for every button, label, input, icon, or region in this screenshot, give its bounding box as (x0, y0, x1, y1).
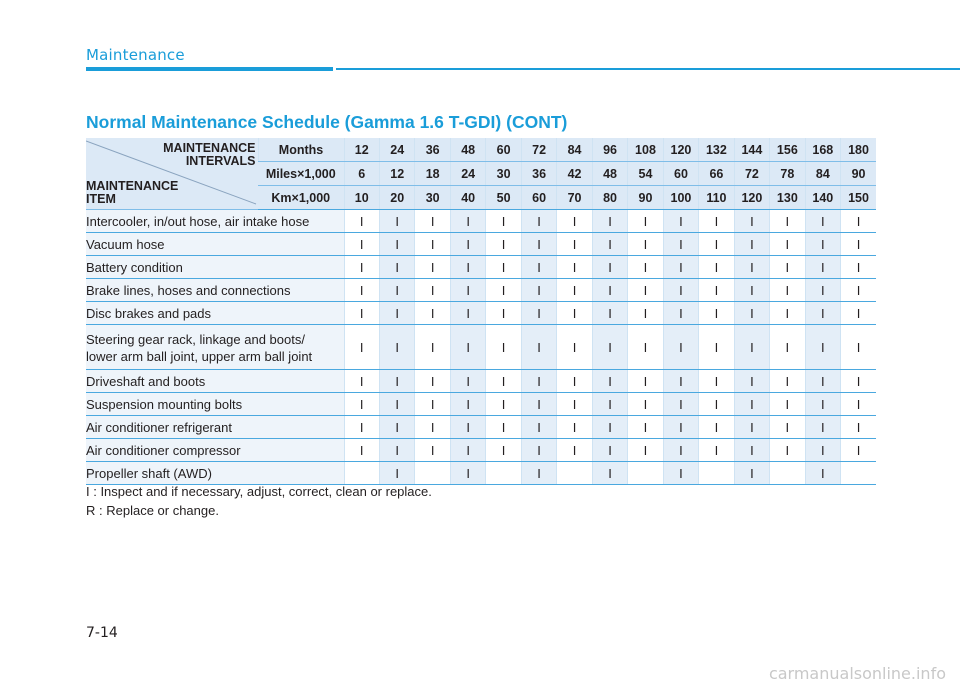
schedule-mark: I (592, 462, 627, 485)
schedule-mark: I (805, 393, 840, 416)
interval-value: 150 (841, 186, 876, 210)
table-row (86, 416, 876, 439)
interval-value: 96 (592, 138, 627, 162)
schedule-mark: I (770, 233, 805, 256)
schedule-mark: I (521, 233, 556, 256)
interval-value: 132 (699, 138, 734, 162)
schedule-mark (415, 462, 450, 485)
table-row (86, 462, 876, 485)
interval-value: 90 (841, 162, 876, 186)
schedule-mark: I (592, 416, 627, 439)
interval-value: 140 (805, 186, 840, 210)
schedule-mark: I (699, 279, 734, 302)
schedule-mark: I (344, 256, 379, 279)
maintenance-item: Battery condition (86, 256, 344, 279)
schedule-mark: I (805, 256, 840, 279)
schedule-mark: I (379, 210, 414, 233)
table-row (86, 279, 876, 302)
schedule-mark: I (628, 233, 663, 256)
interval-value: 80 (592, 186, 627, 210)
schedule-mark: I (699, 325, 734, 370)
schedule-mark: I (592, 439, 627, 462)
schedule-mark: I (557, 233, 592, 256)
table-row (86, 393, 876, 416)
interval-value: 48 (592, 162, 627, 186)
schedule-mark: I (734, 256, 769, 279)
schedule-mark: I (486, 302, 521, 325)
schedule-mark: I (628, 279, 663, 302)
schedule-mark: I (521, 279, 556, 302)
schedule-mark: I (557, 210, 592, 233)
table-row (86, 370, 876, 393)
maintenance-item: Air conditioner compressor (86, 439, 344, 462)
interval-value: 30 (486, 162, 521, 186)
schedule-mark: I (557, 279, 592, 302)
interval-value: 110 (699, 186, 734, 210)
schedule-mark: I (486, 233, 521, 256)
schedule-mark: I (450, 233, 485, 256)
schedule-mark: I (805, 302, 840, 325)
interval-value: 48 (450, 138, 485, 162)
schedule-mark: I (734, 462, 769, 485)
schedule-mark: I (415, 279, 450, 302)
table-row (86, 210, 876, 233)
schedule-mark: I (734, 393, 769, 416)
schedule-mark: I (663, 462, 698, 485)
schedule-mark: I (521, 210, 556, 233)
schedule-mark: I (699, 256, 734, 279)
schedule-mark (344, 462, 379, 485)
schedule-mark: I (450, 256, 485, 279)
schedule-mark: I (450, 325, 485, 370)
schedule-mark: I (486, 439, 521, 462)
schedule-mark: I (379, 416, 414, 439)
interval-value: 108 (628, 138, 663, 162)
schedule-mark: I (770, 393, 805, 416)
interval-value: 90 (628, 186, 663, 210)
schedule-mark: I (521, 302, 556, 325)
schedule-mark: I (450, 370, 485, 393)
maintenance-item: Disc brakes and pads (86, 302, 344, 325)
interval-value: 20 (379, 186, 414, 210)
interval-value: 100 (663, 186, 698, 210)
schedule-mark: I (805, 439, 840, 462)
schedule-mark: I (592, 325, 627, 370)
legend-replace: R : Replace or change. (86, 503, 219, 518)
schedule-mark: I (841, 256, 876, 279)
schedule-mark: I (805, 210, 840, 233)
schedule-mark: I (521, 393, 556, 416)
schedule-mark: I (344, 279, 379, 302)
schedule-mark: I (450, 462, 485, 485)
schedule-mark: I (805, 279, 840, 302)
interval-value: 50 (486, 186, 521, 210)
schedule-mark: I (770, 279, 805, 302)
schedule-mark: I (592, 233, 627, 256)
schedule-mark: I (557, 393, 592, 416)
schedule-mark: I (486, 210, 521, 233)
interval-value: 24 (450, 162, 485, 186)
schedule-mark: I (450, 416, 485, 439)
schedule-mark: I (663, 439, 698, 462)
schedule-mark: I (592, 210, 627, 233)
maintenance-item: Brake lines, hoses and connections (86, 279, 344, 302)
maintenance-item: Propeller shaft (AWD) (86, 462, 344, 485)
schedule-mark: I (344, 370, 379, 393)
schedule-mark: I (663, 416, 698, 439)
schedule-mark: I (699, 393, 734, 416)
schedule-mark: I (628, 256, 663, 279)
schedule-mark: I (344, 302, 379, 325)
schedule-mark: I (486, 256, 521, 279)
table-row (86, 256, 876, 279)
interval-value: 144 (734, 138, 769, 162)
schedule-mark: I (699, 210, 734, 233)
schedule-mark: I (734, 416, 769, 439)
schedule-mark: I (486, 279, 521, 302)
schedule-mark: I (628, 370, 663, 393)
schedule-mark: I (770, 256, 805, 279)
schedule-mark: I (344, 233, 379, 256)
schedule-mark: I (344, 210, 379, 233)
schedule-mark: I (734, 370, 769, 393)
schedule-mark: I (663, 370, 698, 393)
schedule-mark: I (699, 233, 734, 256)
schedule-mark: I (770, 302, 805, 325)
schedule-mark: I (805, 462, 840, 485)
schedule-mark: I (415, 370, 450, 393)
interval-value: 70 (557, 186, 592, 210)
schedule-mark: I (628, 393, 663, 416)
schedule-mark: I (344, 416, 379, 439)
schedule-mark: I (415, 393, 450, 416)
schedule-mark: I (663, 393, 698, 416)
schedule-mark: I (450, 210, 485, 233)
interval-value: 6 (344, 162, 379, 186)
interval-value: 24 (379, 138, 414, 162)
schedule-mark: I (841, 416, 876, 439)
schedule-mark: I (415, 325, 450, 370)
schedule-mark: I (557, 439, 592, 462)
interval-value: 10 (344, 186, 379, 210)
schedule-mark: I (557, 370, 592, 393)
schedule-mark: I (592, 370, 627, 393)
schedule-mark: I (841, 393, 876, 416)
interval-value: 30 (415, 186, 450, 210)
corner-intervals-label (163, 142, 255, 168)
schedule-mark: I (379, 233, 414, 256)
schedule-mark: I (592, 393, 627, 416)
schedule-mark: I (841, 325, 876, 370)
corner-intervals-line2: INTERVALS (185, 154, 256, 168)
maintenance-item: Air conditioner refrigerant (86, 416, 344, 439)
schedule-mark: I (805, 416, 840, 439)
schedule-mark: I (486, 325, 521, 370)
schedule-mark: I (379, 279, 414, 302)
schedule-mark: I (628, 210, 663, 233)
schedule-mark: I (734, 302, 769, 325)
corner-item-label (86, 180, 178, 206)
schedule-mark: I (841, 439, 876, 462)
schedule-mark: I (379, 325, 414, 370)
schedule-mark: I (415, 256, 450, 279)
interval-header-row (86, 138, 876, 162)
interval-value: 54 (628, 162, 663, 186)
schedule-mark: I (734, 439, 769, 462)
schedule-mark (841, 462, 876, 485)
table-row (86, 439, 876, 462)
schedule-mark: I (841, 233, 876, 256)
interval-value: 72 (521, 138, 556, 162)
schedule-mark: I (699, 302, 734, 325)
schedule-mark: I (450, 302, 485, 325)
schedule-mark: I (415, 233, 450, 256)
schedule-mark: I (663, 302, 698, 325)
schedule-mark: I (734, 325, 769, 370)
maintenance-item: Intercooler, in/out hose, air intake hose (86, 210, 344, 233)
schedule-mark: I (557, 302, 592, 325)
table-row (86, 302, 876, 325)
interval-value: 36 (415, 138, 450, 162)
page-number: 7-14 (86, 625, 118, 641)
schedule-mark: I (628, 439, 663, 462)
maintenance-item: Driveshaft and boots (86, 370, 344, 393)
schedule-mark: I (628, 302, 663, 325)
schedule-mark: I (344, 325, 379, 370)
interval-unit-label: Miles×1,000 (258, 162, 344, 186)
schedule-mark: I (699, 439, 734, 462)
section-label: Maintenance (86, 46, 185, 64)
schedule-mark: I (805, 325, 840, 370)
interval-value: 84 (557, 138, 592, 162)
schedule-mark: I (734, 210, 769, 233)
schedule-mark: I (486, 370, 521, 393)
schedule-mark: I (521, 439, 556, 462)
schedule-mark: I (415, 302, 450, 325)
interval-value: 66 (699, 162, 734, 186)
schedule-mark: I (521, 416, 556, 439)
schedule-mark: I (805, 233, 840, 256)
schedule-mark: I (379, 462, 414, 485)
interval-value: 120 (734, 186, 769, 210)
interval-value: 36 (521, 162, 556, 186)
schedule-mark: I (379, 302, 414, 325)
corner-item-line2: ITEM (86, 192, 116, 206)
maintenance-item-line2: lower arm ball joint, upper arm ball joint (86, 349, 313, 364)
interval-value: 130 (770, 186, 805, 210)
schedule-mark: I (841, 370, 876, 393)
interval-unit-label: Months (258, 138, 344, 162)
schedule-mark: I (344, 393, 379, 416)
schedule-mark: I (415, 210, 450, 233)
schedule-mark: I (521, 370, 556, 393)
interval-value: 42 (557, 162, 592, 186)
schedule-mark: I (379, 439, 414, 462)
interval-value: 18 (415, 162, 450, 186)
schedule-mark: I (592, 256, 627, 279)
interval-value: 60 (521, 186, 556, 210)
schedule-mark: I (663, 256, 698, 279)
corner-header-cell (86, 138, 258, 210)
legend-inspect: I : Inspect and if necessary, adjust, correct, clean or replace. (86, 484, 432, 499)
schedule-mark: I (486, 416, 521, 439)
interval-unit-label: Km×1,000 (258, 186, 344, 210)
schedule-mark: I (628, 325, 663, 370)
schedule-mark: I (415, 439, 450, 462)
schedule-mark: I (521, 325, 556, 370)
schedule-mark: I (486, 393, 521, 416)
schedule-mark: I (770, 416, 805, 439)
schedule-mark: I (770, 439, 805, 462)
interval-value: 84 (805, 162, 840, 186)
schedule-mark: I (379, 256, 414, 279)
schedule-mark: I (521, 462, 556, 485)
schedule-mark: I (699, 370, 734, 393)
schedule-mark: I (734, 279, 769, 302)
schedule-mark: I (805, 370, 840, 393)
schedule-mark: I (592, 279, 627, 302)
schedule-mark: I (841, 302, 876, 325)
schedule-mark: I (415, 416, 450, 439)
schedule-mark: I (344, 439, 379, 462)
corner-item-line1: MAINTENANCE (86, 179, 179, 193)
maintenance-item-line1: Steering gear rack, linkage and boots/ (86, 332, 305, 347)
schedule-mark: I (770, 325, 805, 370)
interval-value: 180 (841, 138, 876, 162)
schedule-mark (699, 462, 734, 485)
maintenance-item: Vacuum hose (86, 233, 344, 256)
schedule-mark: I (379, 393, 414, 416)
maintenance-item: Suspension mounting bolts (86, 393, 344, 416)
schedule-mark: I (379, 370, 414, 393)
schedule-mark: I (663, 210, 698, 233)
interval-value: 12 (379, 162, 414, 186)
schedule-mark: I (770, 210, 805, 233)
schedule-mark: I (734, 233, 769, 256)
schedule-mark: I (699, 416, 734, 439)
maintenance-schedule-table (86, 138, 876, 485)
interval-value: 168 (805, 138, 840, 162)
schedule-mark: I (521, 256, 556, 279)
table-row (86, 325, 876, 370)
schedule-mark (486, 462, 521, 485)
header-rule-thin (336, 68, 960, 70)
schedule-mark (557, 462, 592, 485)
header-rule-thick (86, 67, 333, 71)
schedule-mark: I (450, 393, 485, 416)
schedule-mark: I (663, 325, 698, 370)
schedule-mark (628, 462, 663, 485)
interval-value: 60 (663, 162, 698, 186)
schedule-mark: I (663, 233, 698, 256)
interval-value: 40 (450, 186, 485, 210)
schedule-mark: I (557, 416, 592, 439)
interval-value: 72 (734, 162, 769, 186)
schedule-mark: I (557, 256, 592, 279)
page-title: Normal Maintenance Schedule (Gamma 1.6 T-GDI) (CONT) (86, 112, 568, 132)
table-row (86, 233, 876, 256)
schedule-mark: I (770, 370, 805, 393)
schedule-mark: I (628, 416, 663, 439)
interval-value: 60 (486, 138, 521, 162)
maintenance-item (86, 325, 344, 370)
interval-value: 12 (344, 138, 379, 162)
schedule-mark: I (841, 210, 876, 233)
schedule-mark: I (592, 302, 627, 325)
interval-value: 78 (770, 162, 805, 186)
schedule-mark: I (450, 439, 485, 462)
corner-intervals-line1: MAINTENANCE (163, 141, 256, 155)
watermark: carmanualsonline.info (768, 664, 946, 683)
interval-value: 156 (770, 138, 805, 162)
schedule-mark: I (663, 279, 698, 302)
schedule-mark: I (557, 325, 592, 370)
interval-value: 120 (663, 138, 698, 162)
schedule-mark: I (450, 279, 485, 302)
schedule-mark: I (841, 279, 876, 302)
schedule-mark (770, 462, 805, 485)
